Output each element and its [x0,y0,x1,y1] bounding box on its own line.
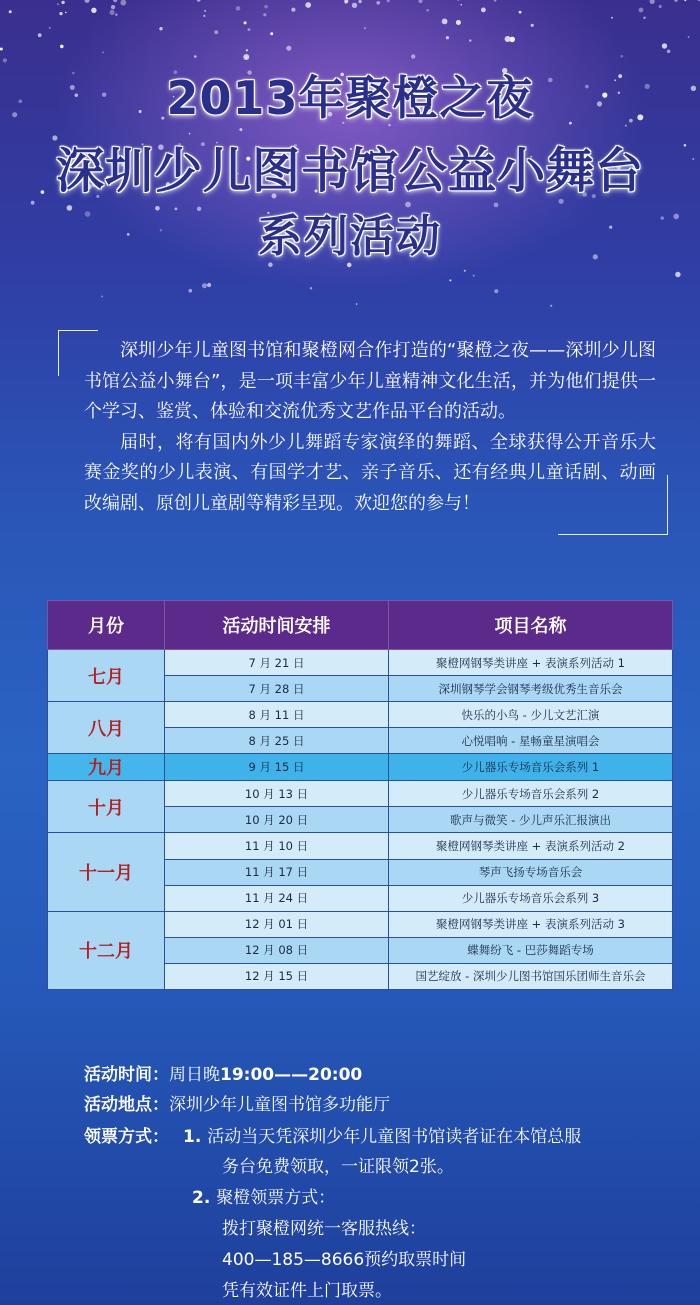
sparkle-dot [494,0,497,2]
sparkle-dot [203,15,205,17]
month-cell: 七月 [48,650,165,702]
program-name-cell: 深圳钢琴学会钢琴考级优秀生音乐会 [389,676,673,702]
table-row [48,911,673,937]
date-cell: 11 月 24 日 [165,885,389,911]
sparkle-dot [204,10,206,12]
sparkle-dot [662,43,667,48]
sparkle-dot [667,50,671,54]
sparkle-dot [236,6,241,11]
time-prefix: 周日晚 [169,1065,220,1085]
program-name-cell: 心悦唱响 - 星畅童星演唱会 [389,728,673,754]
title-line-3: 系列活动 [258,211,442,262]
sparkle-dot [621,55,624,58]
sparkle-dot [464,270,466,272]
sparkle-dot [189,289,193,293]
sparkle-dot [91,8,96,13]
program-name-cell: 聚橙网钢琴类讲座 + 表演系列活动 3 [389,911,673,937]
sparkle-dot [0,48,3,51]
program-name-cell: 蝶舞纷飞 - 巴莎舞蹈专场 [389,937,673,963]
date-cell: 11 月 10 日 [165,833,389,859]
ticket-label: 领票方式： [84,1127,169,1147]
sparkle-dot [291,8,295,12]
date-cell: 7 月 28 日 [165,676,389,702]
program-name-cell: 琴声飞扬专场音乐会 [389,859,673,885]
sparkle-dot [49,27,51,29]
sparkle-dot [411,54,415,58]
sparkle-dot [248,28,251,31]
sparkle-dot [243,54,249,60]
ticket-item-2-line-1: 聚橙领票方式： [216,1188,336,1208]
sparkle-dot [111,5,115,9]
place-value: 深圳少年儿童图书馆多功能厅 [169,1095,390,1115]
ticket-item-1-line-1: 活动当天凭深圳少年儿童图书馆读者证在本馆总服 [207,1127,582,1147]
date-cell: 12 月 08 日 [165,937,389,963]
sparkle-dot [305,2,311,8]
sparkle-dot [246,49,248,51]
program-name-cell: 少儿器乐专场音乐会系列 2 [389,781,673,807]
sparkle-dot [244,21,247,24]
sparkle-dot [674,0,677,2]
program-name-cell: 歌声与微笑 - 少儿声乐汇报演出 [389,807,673,833]
sparkle-dot [505,36,511,42]
program-name-cell: 聚橙网钢琴类讲座 + 表演系列活动 2 [389,833,673,859]
sparkle-dot [494,289,498,293]
sparkle-dot [356,303,358,305]
sparkle-dot [85,0,90,3]
sparkle-dot [426,9,429,12]
program-name-cell: 快乐的小鸟 - 少儿文艺汇演 [389,702,673,728]
sparkle-dot [675,272,680,277]
month-cell: 十月 [48,781,165,833]
time-label: 活动时间： [84,1065,169,1085]
sparkle-dot [113,0,117,2]
info-time-row [84,1060,362,1085]
schedule-header-row [48,601,673,650]
sparkle-dot [364,27,366,29]
header-name: 项目名称 [389,601,673,650]
month-cell: 十二月 [48,911,165,989]
sparkle-dot [57,3,59,5]
sparkle-dot [115,14,117,16]
sparkle-dot [457,0,459,1]
sparkle-dot [202,283,207,288]
sparkle-dot [197,0,201,2]
title-line-1: 2013年聚橙之夜 [166,71,534,125]
sparkle-dot [481,7,486,12]
date-cell: 12 月 01 日 [165,911,389,937]
sparkle-dot [214,30,218,34]
date-cell: 8 月 11 日 [165,702,389,728]
sparkle-dot [310,287,312,289]
sparkle-dot [387,0,390,2]
info-ticket-row [84,1122,581,1147]
info-place-row [84,1090,390,1115]
sparkle-dot [531,24,534,27]
sparkle-dot [270,32,273,35]
sparkle-dot [449,279,451,281]
date-cell: 8 月 25 日 [165,728,389,754]
sparkle-dot [469,39,471,41]
sparkle-dot [650,0,655,4]
header-month: 月份 [48,601,165,650]
sparkle-dot [688,36,690,38]
sparkle-dot [286,46,291,51]
ticket-item-2-row [192,1183,335,1208]
sparkle-dot [59,12,62,15]
ticket-item-2-number: 2. [192,1188,211,1208]
title-line-2: 深圳少儿图书馆公益小舞台 [55,143,644,199]
sparkle-dot [120,0,126,6]
sparkle-dot [519,11,522,14]
sparkle-dot [60,45,64,49]
sparkle-dot [102,51,104,53]
month-cell: 十一月 [48,833,165,911]
sparkle-dot [239,128,242,131]
sparkle-dot [376,1,380,5]
sparkle-dot [643,17,645,19]
date-cell: 11 月 17 日 [165,859,389,885]
ticket-item-1-number: 1. [183,1127,202,1147]
place-label: 活动地点： [84,1095,169,1115]
sparkle-dot [611,17,613,19]
sparkle-dot [659,5,662,8]
program-name-cell: 少儿器乐专场音乐会系列 3 [389,885,673,911]
sparkle-dot [110,10,115,15]
table-row [48,754,673,781]
sparkle-dot [442,19,448,25]
sparkle-dot [264,5,268,9]
ticket-item-2-line-2: 拨打聚橙网统一客服热线： [222,1219,426,1239]
sparkle-dot [446,36,449,39]
sparkle-dot [460,4,462,6]
sparkle-dot [38,33,42,37]
sparkle-dot [263,13,266,16]
sparkle-dot [473,275,475,277]
month-cell: 九月 [48,754,165,781]
schedule-table [47,600,673,990]
date-cell: 7 月 21 日 [165,650,389,676]
program-name-cell: 国艺绽放 - 深圳少儿图书馆国乐团师生音乐会 [389,963,673,989]
ticket-item-2-line-3: 400—185—8666预约取票时间 [222,1250,467,1270]
ticket-item-2-line-4: 凭有效证件上门取票。 [222,1281,392,1301]
sparkle-dot [418,0,422,3]
date-cell: 10 月 13 日 [165,781,389,807]
sparkle-dot [207,283,211,287]
table-row [48,781,673,807]
month-cell: 八月 [48,702,165,754]
sparkle-dot [550,305,552,307]
sparkle-dot [352,3,357,8]
sparkle-dot [61,1,64,4]
sparkle-dot [358,0,361,3]
sparkle-dot [456,20,461,25]
sparkle-dot [159,27,162,30]
ticket-item-1-line-2: 务台免费领取，一证限领2张。 [222,1157,454,1177]
sparkle-dot [65,12,67,14]
date-cell: 10 月 20 日 [165,807,389,833]
sparkle-dot [194,55,197,58]
date-cell: 9 月 15 日 [165,754,389,781]
table-row [48,833,673,859]
sparkle-dot [101,296,103,298]
table-row [48,702,673,728]
header-date: 活动时间安排 [165,601,389,650]
time-value: 19:00——20:00 [220,1065,363,1085]
table-row [48,650,673,676]
intro-paragraph-1: 深圳少年儿童图书馆和聚橙网合作打造的“聚橙之夜——深圳少儿图书馆公益小舞台”，是一项丰富少年儿童精神文化生活，并为他们提供一个学习、鉴赏、体验和交流优秀文艺作品平台的活动。 [84,340,656,422]
intro-text [84,336,656,519]
program-name-cell: 少儿器乐专场音乐会系列 1 [389,754,673,781]
intro-paragraph-2: 届时，将有国内外少儿舞蹈专家演绎的舞蹈、全球获得公开音乐大赛金奖的少儿表演、有国学才艺、亲子音乐、还有经典儿童话剧、动画改编剧、原创儿童剧等精彩呈现。欢迎您的参与！ [84,431,656,514]
sparkle-dot [9,10,12,13]
sparkle-dot [684,0,686,1]
sparkle-dot [639,8,644,13]
date-cell: 12 月 15 日 [165,963,389,989]
program-name-cell: 聚橙网钢琴类讲座 + 表演系列活动 1 [389,650,673,676]
